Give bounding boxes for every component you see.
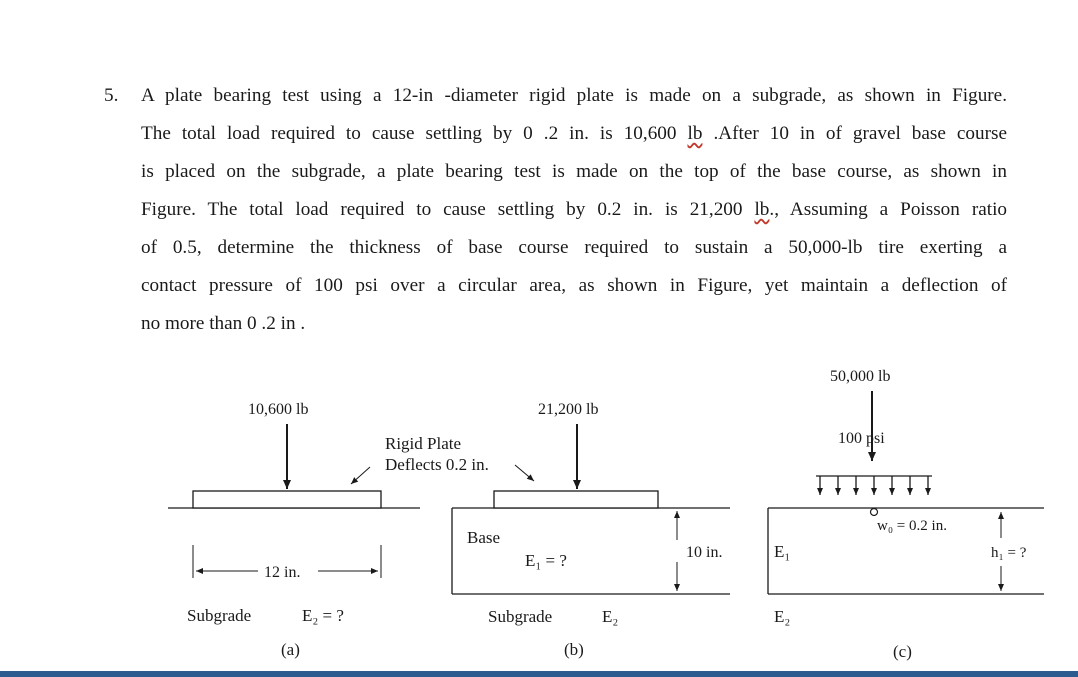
plate-note-line-1: Rigid Plate: [385, 434, 462, 453]
modulus-a-label: E₂ = ?: [302, 606, 344, 625]
load-c-label: 50,000 lb: [830, 368, 891, 385]
problem-line-6: contact pressure of 100 psi over a circular area, as shown in Figure, yet maintain a deflection of: [141, 275, 1007, 296]
plate-note-line-2: Deflects 0.2 in.: [385, 455, 489, 474]
modulus-top-c-label: E₁: [774, 542, 791, 561]
lb-unit-1: lb: [687, 123, 703, 144]
caption-a: (a): [281, 640, 300, 659]
problem-line-7: no more than 0 .2 in .: [141, 313, 306, 334]
problem-line-2-rest: .After 10 in of gravel base course: [702, 123, 1007, 144]
pressure-label: 100 psi: [838, 430, 885, 447]
problem-line-4-rest: ., Assuming a Poisson ratio: [769, 199, 1007, 220]
problem-line-5: of 0.5, determine the thickness of base course required to sustain a 50,000-lb tire exerting a: [141, 237, 1007, 258]
modulus-bottom-c-label: E₂: [774, 607, 791, 626]
problem-line-1: A plate bearing test using a 12-in -diameter rigid plate is made on a subgrade, as shown in Figure.: [141, 85, 1007, 106]
deflection-point-c: [871, 509, 878, 516]
load-b-label: 21,200 lb: [538, 401, 599, 418]
figure-c: [768, 368, 1044, 661]
subgrade-b-label: Subgrade: [488, 607, 553, 626]
problem-line-4-text: Figure. The total load required to cause settling by 0.2 in. is 21,200: [141, 199, 743, 220]
bottom-accent-bar: [0, 671, 1078, 677]
subgrade-a-label: Subgrade: [187, 606, 252, 625]
problem-line-3: is placed on the subgrade, a plate bearing test is made on the top of the base course, as shown in: [141, 161, 1007, 182]
figure-a: [168, 401, 420, 659]
rigid-plate-b: [494, 491, 658, 508]
caption-c: (c): [893, 642, 912, 661]
deflection-c-label: w₀ = 0.2 in.: [877, 518, 947, 534]
caption-b: (b): [564, 640, 584, 659]
rigid-plate-note: [351, 434, 534, 484]
thickness-c-label: h₁ = ?: [991, 545, 1027, 561]
problem-number: 5.: [104, 85, 119, 106]
base-label: Base: [467, 528, 501, 547]
modulus-base-label: E₁ = ?: [525, 551, 567, 570]
plate-note-arrow-a: [351, 467, 370, 484]
pressure-arrows: [816, 476, 932, 495]
lb-unit-2: lb: [754, 199, 770, 220]
modulus-subgrade-b-label: E₂: [602, 607, 619, 626]
problem-line-2-text: The total load required to cause settling by 0 .2 in. is 10,600: [141, 123, 677, 144]
load-a-label: 10,600 lb: [248, 401, 309, 418]
rigid-plate-a: [193, 491, 381, 508]
plate-note-arrow-b: [515, 465, 534, 481]
diameter-a-label: 12 in.: [264, 564, 301, 581]
figure-b: [452, 401, 730, 659]
thickness-b-label: 10 in.: [686, 544, 723, 561]
